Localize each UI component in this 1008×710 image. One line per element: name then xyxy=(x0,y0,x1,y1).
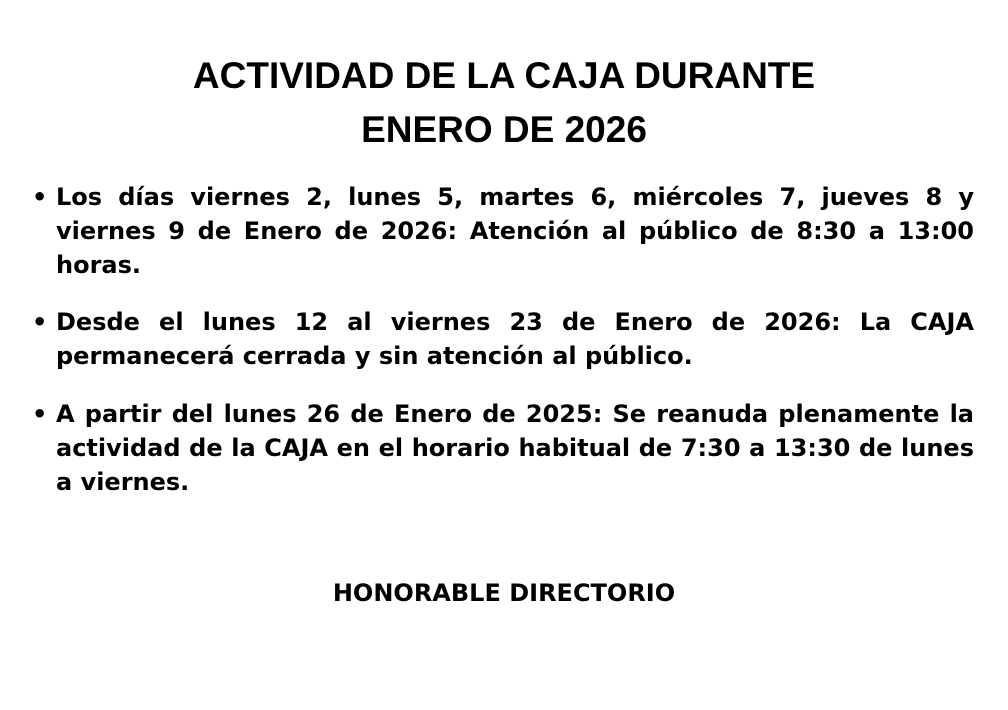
list-item-text: Los días viernes 2, lunes 5, martes 6, miércoles 7, jueves 8 y viernes 9 de Enero de 2026: Atención al público de 8:30 a 13:00 horas. xyxy=(56,183,974,279)
title-line-1: ACTIVIDAD DE LA CAJA DURANTE xyxy=(192,55,816,96)
list-item xyxy=(32,305,976,373)
title-line-2: ENERO DE 2026 xyxy=(361,109,647,150)
list-item-text: Desde el lunes 12 al viernes 23 de Enero de 2026: La CAJA permanecerá cerrada y sin atención al público. xyxy=(56,308,974,370)
list-item xyxy=(32,180,976,282)
bullet-icon: • xyxy=(32,308,48,336)
signature: HONORABLE DIRECTORIO xyxy=(332,579,676,607)
list-item-text: A partir del lunes 26 de Enero de 2025: Se reanuda plenamente la actividad de la CAJA en el horario habitual de 7:30 a 13:30 de lunes a viernes. xyxy=(56,400,974,496)
bullet-icon: • xyxy=(32,400,48,428)
list-item xyxy=(32,397,976,499)
bullet-icon: • xyxy=(32,183,48,211)
